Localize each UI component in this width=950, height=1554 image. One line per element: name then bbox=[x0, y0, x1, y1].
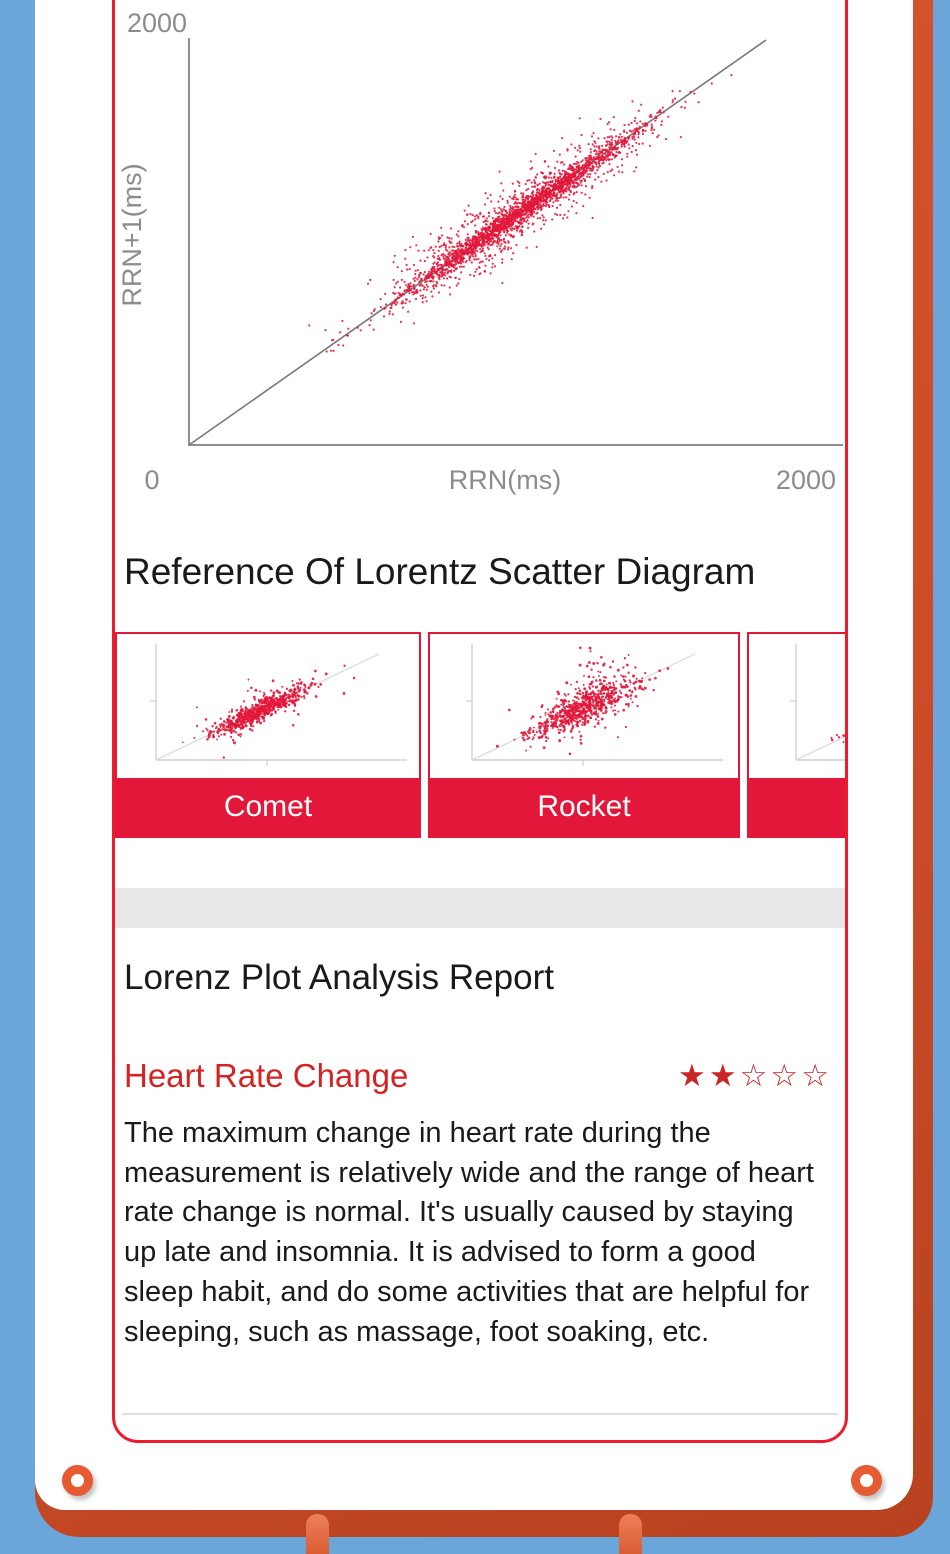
comet-thumbnail bbox=[117, 634, 419, 778]
cropped-label-band bbox=[749, 778, 848, 836]
card-label: Rocket bbox=[537, 790, 630, 824]
reference-card-rocket[interactable] bbox=[428, 632, 740, 838]
report-body-text: The maximum change in heart rate during the measurement is relatively wide and the range of heart rate change is normal. It's usually caused by staying up late and insomnia. It is advised to form a good sleep habit, and do some activities that are helpful for sleeping, such as massage, foot soaking, etc. bbox=[124, 1114, 814, 1352]
bottom-divider-line bbox=[122, 1413, 838, 1415]
cropped-thumbnail bbox=[749, 634, 848, 778]
section-divider bbox=[115, 888, 845, 928]
report-title: Lorenz Plot Analysis Report bbox=[124, 957, 554, 999]
rocket-thumbnail bbox=[430, 634, 738, 778]
y-max-tick: 2000 bbox=[127, 8, 187, 38]
reference-card-cropped[interactable] bbox=[747, 632, 848, 838]
reference-card-row bbox=[115, 632, 848, 838]
x-axis-label: RRN(ms) bbox=[449, 465, 561, 495]
device-leg-right bbox=[619, 1514, 642, 1554]
heart-rate-change-row bbox=[124, 1054, 832, 1098]
comet-label-band bbox=[117, 778, 419, 836]
star-rating: ★★☆☆☆ bbox=[678, 1058, 832, 1094]
heart-rate-change-title: Heart Rate Change bbox=[124, 1057, 408, 1095]
app-screen-scrollview[interactable] bbox=[112, 0, 848, 1443]
x-min-tick: 0 bbox=[144, 465, 159, 495]
device-leg-left bbox=[306, 1514, 329, 1554]
scatter-points bbox=[308, 74, 732, 353]
x-max-tick: 2000 bbox=[776, 465, 836, 495]
screw-icon-right bbox=[851, 1465, 882, 1496]
reference-card-comet[interactable] bbox=[115, 632, 421, 838]
card-label: Comet bbox=[224, 790, 312, 824]
screw-icon-left bbox=[62, 1465, 93, 1496]
lorenz-scatter-plot bbox=[115, 0, 845, 515]
rocket-label-band bbox=[430, 778, 738, 836]
y-axis-label: RRN+1(ms) bbox=[117, 163, 147, 306]
reference-section-title: Reference Of Lorentz Scatter Diagram bbox=[124, 551, 755, 593]
